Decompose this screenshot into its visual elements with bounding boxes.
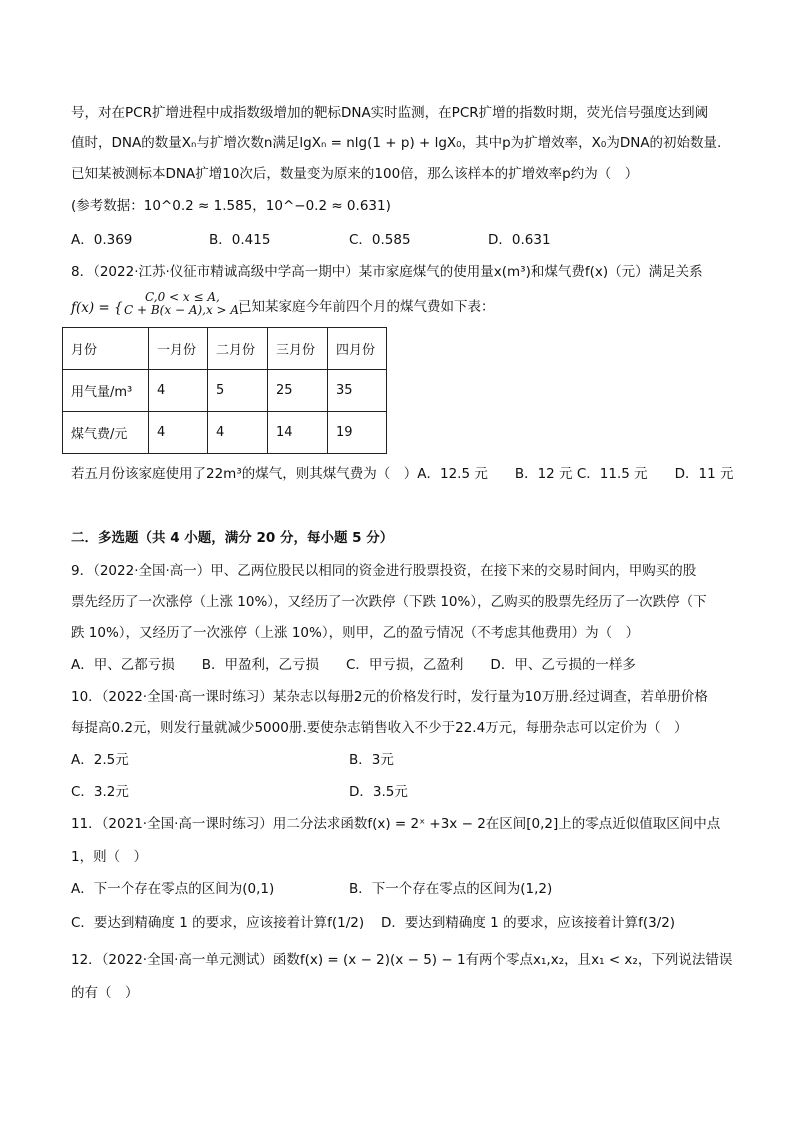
q7-line-4: (参考数据：10^0.2 ≈ 1.585，10^−0.2 ≈ 0.631) xyxy=(71,198,391,214)
q7-option-a: A．0.369 xyxy=(71,232,133,248)
table-header-cell: 四月份 xyxy=(328,328,387,370)
q8-function-prefix: f(x) = { xyxy=(71,300,123,316)
table-header-cell: 一月份 xyxy=(149,328,208,370)
table-cell: 5 xyxy=(208,370,268,412)
table-cell: 4 xyxy=(149,370,208,412)
table-cell: 用气量/m³ xyxy=(63,370,149,412)
q7-option-c: C．0.585 xyxy=(349,232,411,248)
q10-option-a: A．2.5元 xyxy=(71,752,129,768)
table-header-cell: 二月份 xyxy=(208,328,268,370)
q10-line-1: 10．（2022·全国·高一课时练习）某杂志以每册2元的价格发行时，发行量为10万册.经过调查，若单册价格 xyxy=(71,689,708,705)
table-cell: 25 xyxy=(268,370,328,412)
table-cell: 4 xyxy=(149,412,208,454)
table-cell: 14 xyxy=(268,412,328,454)
table-header-cell: 三月份 xyxy=(268,328,328,370)
q7-option-d: D．0.631 xyxy=(488,232,551,248)
q9-options: A．甲、乙都亏损 B．甲盈利，乙亏损 C．甲亏损，乙盈利 D．甲、乙亏损的一样多 xyxy=(71,657,636,673)
q8-question: 若五月份该家庭使用了22m³的煤气，则其煤气费为（ ）A．12.5 元 B．12 元 C．11.5 元 D．11 元 xyxy=(71,466,734,482)
q10-line-2: 每提高0.2元，则发行量就减少5000册.要使杂志销售收入不少于22.4万元，每册杂志可以定价为（ ） xyxy=(71,720,688,736)
q8-piece-1: C,0 < x ≤ A, xyxy=(145,290,220,304)
q11-option-d: D．要达到精确度 1 的要求，应该接着计算f(3/2) xyxy=(381,915,676,931)
q10-option-b: B．3元 xyxy=(349,752,394,768)
q7-option-b: B．0.415 xyxy=(209,232,271,248)
q11-option-a: A．下一个存在零点的区间为(0,1) xyxy=(71,881,275,897)
table-cell: 煤气费/元 xyxy=(63,412,149,454)
q10-option-c: C．3.2元 xyxy=(71,784,129,800)
q11-option-c: C．要达到精确度 1 的要求，应该接着计算f(1/2) xyxy=(71,915,365,931)
q8-piece-2: C + B(x − A),x > A. xyxy=(124,303,243,317)
q8-line-1: 8．（2022·江苏·仪征市精诚高级中学高一期中）某市家庭煤气的使用量x(m³)和煤气费f(x)（元）满足关系 xyxy=(71,264,703,280)
q9-line-3: 跌 10%），又经历了一次涨停（上涨 10%），则甲，乙的盈亏情况（不考虑其他费用）为（ ） xyxy=(71,625,640,641)
q12-line-2: 的有（ ） xyxy=(71,985,139,1001)
gas-fee-table xyxy=(62,327,387,454)
q7-line-1: 号，对在PCR扩增进程中成指数级增加的靶标DNA实时监测，在PCR扩增的指数时期，荧光信号强度达到阈 xyxy=(71,105,709,121)
q12-line-1: 12．（2022·全国·高一单元测试）函数f(x) = (x − 2)(x − 5) − 1有两个零点x₁,x₂，且x₁ < x₂，下列说法错误 xyxy=(71,952,733,968)
q11-option-b: B．下一个存在零点的区间为(1,2) xyxy=(349,881,553,897)
table-row xyxy=(63,370,387,412)
q7-line-2: 值时，DNA的数量Xₙ与扩增次数n满足lgXₙ = nlg(1 + p) + lgX₀，其中p为扩增效率，X₀为DNA的初始数量. xyxy=(71,135,722,151)
q11-line-1: 11．（2021·全国·高一课时练习）用二分法求函数f(x) = 2ˣ +3x − 2在区间[0,2]上的零点近似值取区间中点 xyxy=(71,816,721,832)
q11-line-2: 1，则（ ） xyxy=(71,849,148,865)
q9-line-2: 票先经历了一次涨停（上涨 10%），又经历了一次跌停（下跌 10%），乙购买的股票先经历了一次跌停（下 xyxy=(71,594,707,610)
table-header-row xyxy=(63,328,387,370)
q10-option-d: D．3.5元 xyxy=(349,784,408,800)
q9-line-1: 9．（2022·全国·高一）甲、乙两位股民以相同的资金进行股票投资，在接下来的交易时间内，甲购买的股 xyxy=(71,563,697,579)
q7-line-3: 已知某被测标本DNA扩增10次后，数量变为原来的100倍，那么该样本的扩增效率p约为（ ） xyxy=(71,166,639,182)
q8-line-2-tail: 已知某家庭今年前四个月的煤气费如下表： xyxy=(238,299,495,315)
table-row xyxy=(63,412,387,454)
section-title: 二．多选题（共 4 小题，满分 20 分，每小题 5 分） xyxy=(71,530,394,546)
table-header-cell: 月份 xyxy=(63,328,149,370)
table-cell: 35 xyxy=(328,370,387,412)
table-cell: 4 xyxy=(208,412,268,454)
table-cell: 19 xyxy=(328,412,387,454)
